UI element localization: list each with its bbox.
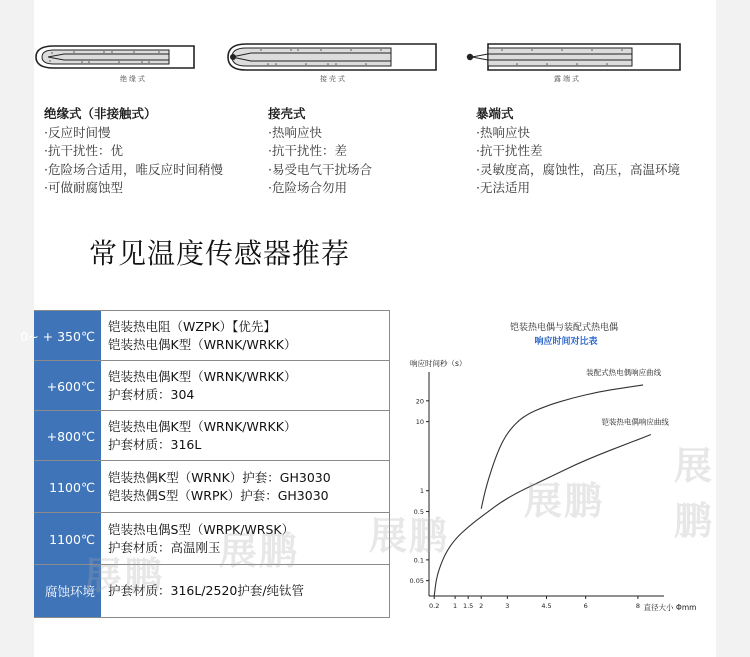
watermark-text: 展鹏	[674, 444, 715, 543]
sensor-desc-cell	[102, 565, 390, 617]
probe-grounded-caption: 接壳式	[320, 75, 347, 83]
type-grounded-title: 接壳式	[268, 106, 306, 121]
sensor-desc-line: 铠装热偶K型（WRNK）护套：GH3030	[108, 470, 331, 485]
response-time-chart	[374, 300, 714, 618]
y-tick-label: 20	[415, 397, 424, 406]
sensor-desc-cell	[102, 513, 390, 565]
temperature-range-cell	[34, 361, 102, 411]
sensor-desc-cell	[102, 361, 390, 411]
probe-insulated-caption: 绝缘式	[120, 75, 147, 83]
table-row	[34, 564, 390, 618]
x-tick-label: 0.2	[429, 602, 440, 610]
type-grounded-line: ·危险场合勿用	[268, 180, 347, 195]
watermark-text: 展鹏	[219, 529, 300, 573]
sensor-desc-line: 铠装热电偶S型（WRPK/WRSK）	[108, 522, 295, 537]
sensor-desc-line: 铠装热电偶K型（WRNK/WRKK）	[108, 337, 297, 352]
type-insulated-line: ·反应时间慢	[44, 124, 111, 140]
y-tick-label: 0.05	[409, 577, 424, 586]
chart-title: 铠装热电偶与装配式热电偶	[509, 323, 619, 333]
type-grounded-block	[268, 105, 372, 198]
sensor-desc-cell	[102, 311, 390, 361]
sensor-desc-cell	[102, 461, 390, 513]
chart-subtitle: 响应时间对比表	[534, 337, 598, 347]
x-tick-label: 6	[583, 602, 588, 610]
type-exposed-line: ·灵敏度高，腐蚀性，高压，高温环境	[476, 161, 680, 177]
chart-y-axis-label: 响应时间秒（s）	[410, 359, 467, 368]
y-tick-label: 1	[419, 487, 424, 496]
watermark-text: 展鹏	[524, 479, 605, 523]
x-tick-label: 3	[505, 602, 510, 610]
chart-y-ticks	[410, 397, 429, 585]
sensor-desc-line: 铠装热电偶K型（WRNK/WRKK）	[108, 419, 297, 434]
chart-x-ticks	[429, 596, 640, 610]
type-exposed-line: ·热响应快	[476, 124, 530, 140]
type-exposed-block	[476, 105, 680, 198]
sensor-desc-line: 铠装热电偶K型（WRNK/WRKK）	[108, 369, 297, 384]
sensor-desc-line: 铠装热电阻（WZPK）【优先】	[108, 319, 276, 334]
temperature-range: 1100℃	[49, 531, 95, 547]
temperature-range-cell	[34, 565, 102, 617]
y-tick-label: 10	[415, 418, 424, 427]
sensor-desc-line: 护套材质：316L	[108, 437, 202, 452]
sensor-desc-cell	[102, 411, 390, 461]
type-grounded-line: ·易受电气干扰场合	[268, 161, 372, 177]
temperature-range: 0~ + 350℃	[20, 328, 95, 344]
probe-insulated-icon	[34, 40, 198, 74]
sensor-desc-line: 铠装热偶S型（WRPK）护套：GH3030	[108, 488, 329, 503]
y-tick-label: 0.1	[413, 556, 424, 565]
table-row	[34, 360, 390, 411]
x-tick-label: 4.5	[541, 602, 552, 610]
table-row	[34, 512, 390, 565]
series-line-armored	[434, 435, 651, 597]
watermark-text: 展鹏	[369, 514, 450, 558]
temperature-range: 1100℃	[49, 479, 95, 495]
sensor-desc-line: 护套材质：304	[108, 387, 195, 402]
temperature-range: 腐蚀环境	[44, 584, 95, 599]
content-card	[20, 0, 716, 657]
chart-x-axis-label: 直径大小 Φmm	[643, 603, 697, 612]
x-tick-label: 1	[453, 602, 458, 610]
probe-exposed-drawing	[462, 40, 682, 92]
y-tick-label: 0.5	[413, 508, 424, 517]
temperature-range: +800℃	[46, 428, 95, 444]
sensor-desc-line: 护套材质：高温刚玉	[108, 540, 221, 555]
probe-grounded-drawing	[226, 40, 438, 92]
probe-grounded-icon	[226, 40, 438, 74]
temperature-range-cell	[34, 513, 102, 565]
type-exposed-line: ·抗干扰性差	[476, 143, 543, 158]
type-grounded-line: ·热响应快	[268, 124, 322, 140]
type-grounded-line: ·抗干扰性：差	[268, 143, 347, 158]
table-row	[20, 310, 390, 361]
x-tick-label: 8	[635, 602, 640, 610]
x-tick-label: 2	[479, 602, 484, 610]
x-tick-label: 1.5	[462, 602, 474, 610]
temperature-range-cell	[20, 311, 102, 361]
sensor-desc-line: 护套材质：316L/2520护套/纯钛管	[108, 583, 305, 598]
probe-insulated-drawing	[34, 40, 198, 92]
type-insulated-line: ·可做耐腐蚀型	[44, 180, 123, 195]
type-exposed-title: 暴端式	[476, 106, 514, 121]
series-label-assembled: 装配式热电偶响应曲线	[586, 367, 662, 377]
series-label-armored: 铠装热电偶响应曲线	[601, 417, 669, 427]
probe-exposed-icon	[462, 40, 682, 74]
table-row	[34, 460, 390, 513]
watermark-text: 展鹏	[84, 554, 165, 598]
temperature-range-cell	[34, 461, 102, 513]
probe-exposed-caption: 露端式	[554, 75, 581, 83]
type-insulated-block	[44, 105, 223, 198]
type-insulated-line: ·危险场合适用，唯反应时间稍慢	[44, 161, 223, 177]
type-insulated-line: ·抗干扰性：优	[44, 143, 123, 158]
temperature-range: +600℃	[46, 378, 95, 394]
section-title: 常见温度传感器推荐	[89, 237, 351, 270]
table-row	[34, 410, 390, 461]
type-insulated-title: 绝缘式（非接触式）	[44, 106, 157, 121]
temperature-range-cell	[34, 411, 102, 461]
type-exposed-line: ·无法适用	[476, 180, 530, 195]
